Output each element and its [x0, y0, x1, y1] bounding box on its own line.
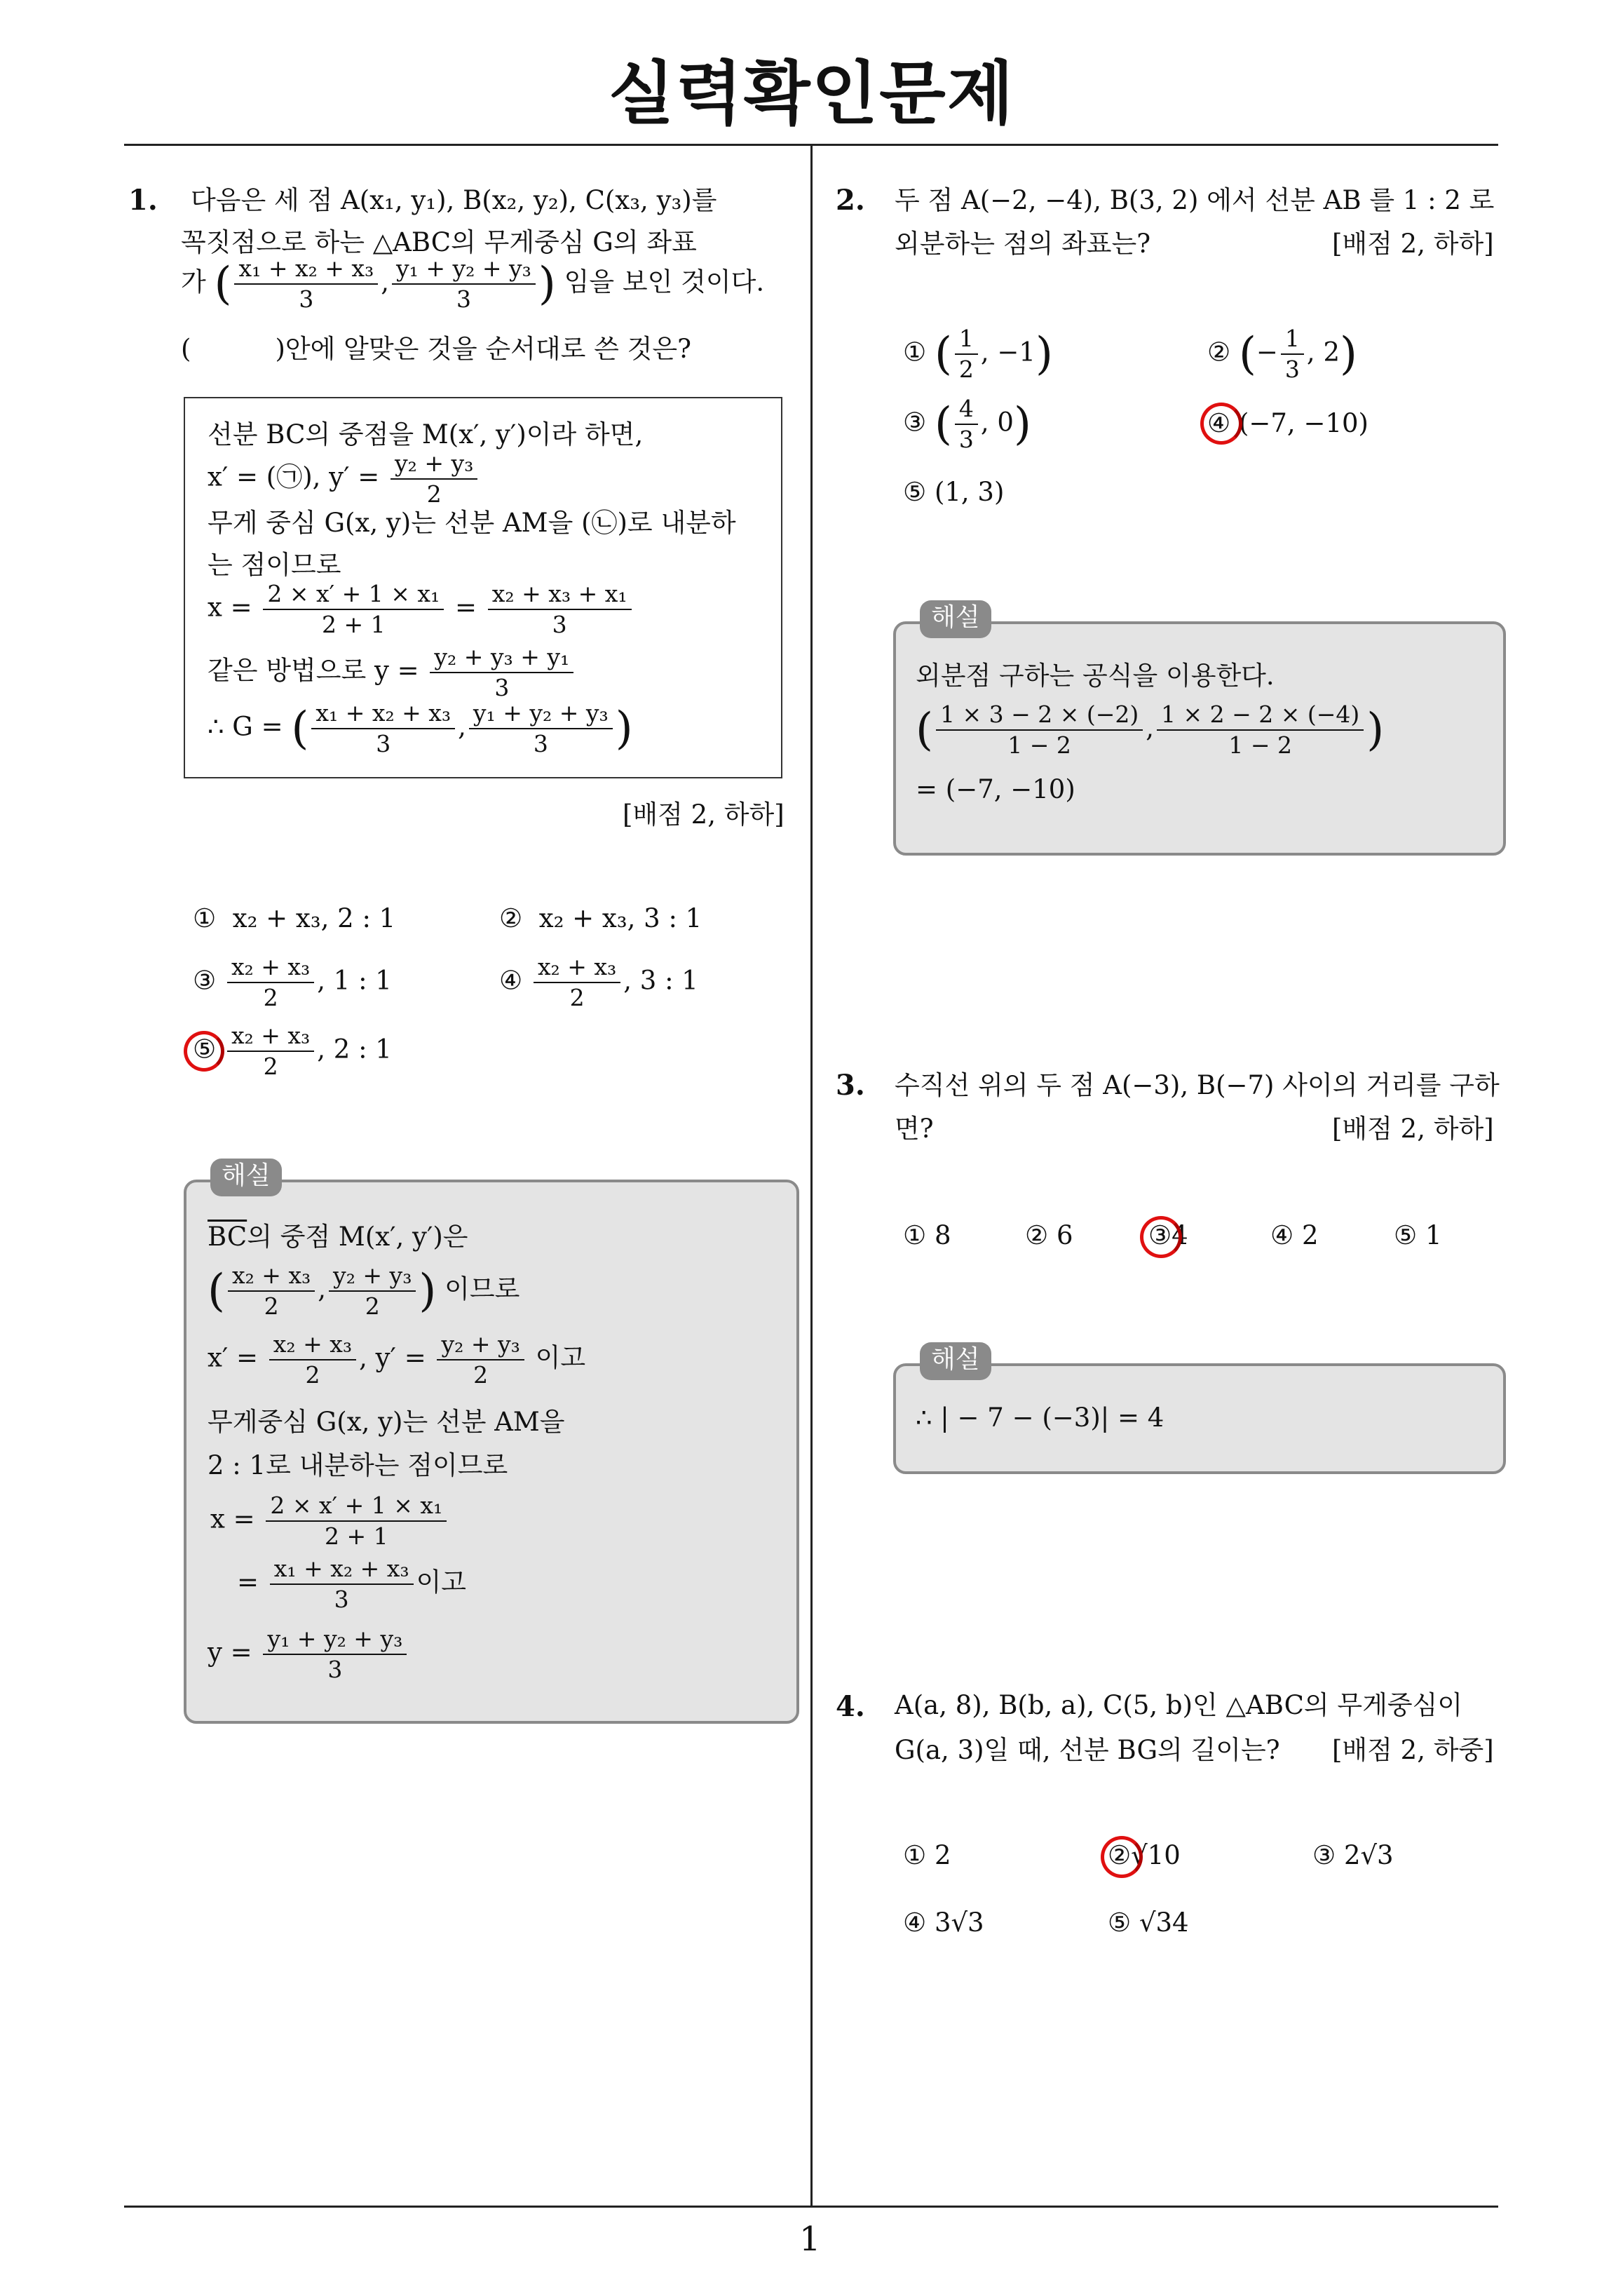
numerator: x₂ + x₃	[534, 952, 620, 983]
proof-line	[208, 579, 634, 640]
choice-text: 6	[1056, 1220, 1073, 1250]
choice-5[interactable]	[903, 474, 1004, 511]
denominator: 1 − 2	[1007, 731, 1071, 759]
denominator: 1 − 2	[1228, 731, 1292, 759]
stem-text: 가	[181, 266, 206, 297]
choice-2[interactable]	[1025, 1217, 1073, 1254]
paren-open: (	[1238, 328, 1256, 380]
choice-mark: ⑤	[1108, 1907, 1132, 1938]
paren-close: )	[538, 258, 556, 310]
solution-line	[208, 1330, 585, 1390]
proof-line	[208, 642, 576, 703]
choice-text: , 3 : 1	[623, 965, 698, 996]
score-label: [배점 2, 하하]	[1332, 1114, 1494, 1144]
choice-4[interactable]	[1270, 1217, 1318, 1254]
stem-text: )안에 알맞은 것을 순서대로 쓴 것은?	[275, 334, 691, 364]
numerator: x₂ + x₃	[228, 1261, 315, 1292]
choice-text: , 2	[1306, 337, 1340, 367]
numerator: 1	[1281, 324, 1304, 355]
choice-2[interactable]	[1207, 324, 1357, 384]
choice-mark: ②	[1025, 1220, 1049, 1250]
paren-open: (	[934, 328, 952, 380]
solution-text: 이므로	[444, 1274, 520, 1304]
paren-close: )	[615, 703, 633, 755]
solution-line: ( $\frac{1 \times 3 - 2 \times (-2)}{1 - 2}$ , $\frac{1 \times 2 - 2 \times (-4)}{1 - 2}$ )	[916, 701, 1385, 759]
column-divider	[810, 144, 813, 2206]
numerator: x₂ + x₃	[269, 1330, 356, 1360]
numerator: x₂ + x₃	[227, 1021, 314, 1052]
choice-text: , 2 : 1	[317, 1034, 392, 1065]
proof-line: 선분 BC의 중점을 M(x′, y′)이라 하면,	[208, 419, 644, 450]
choice-text: x₂ + x₃, 2 : 1	[232, 903, 396, 933]
question-number: 1.	[128, 184, 158, 217]
solution-text: x′ =	[208, 1342, 259, 1373]
choice-mark: ③	[1148, 1220, 1172, 1250]
question-stem: 수직선 위의 두 점 A(−3), B(−7) 사이의 거리를 구하	[895, 1070, 1500, 1100]
footer-rule	[124, 2206, 1498, 2208]
solution-text: y =	[208, 1637, 252, 1668]
choice-text: 2	[1301, 1220, 1319, 1250]
fraction	[534, 952, 620, 1013]
proof-text: x′ = (㉠), y′ =	[208, 461, 380, 492]
score-label: [배점 2, 하하]	[1332, 229, 1494, 259]
fraction	[234, 254, 378, 314]
choice-mark: ③	[903, 407, 927, 438]
choice-mark: ⑤	[193, 1034, 217, 1065]
solution-line	[210, 1491, 449, 1551]
choice-mark: ④	[903, 1907, 927, 1938]
choice-mark: ①	[193, 903, 217, 933]
paren-open: (	[214, 258, 232, 310]
fraction	[269, 1330, 356, 1390]
choice-1[interactable]	[903, 1837, 951, 1874]
question-number: 2.	[836, 184, 865, 217]
numerator: x₁ + x₂ + x₃	[234, 254, 378, 285]
choice-mark: ①	[903, 1220, 927, 1250]
fraction	[263, 1624, 407, 1684]
choice-text: 8	[934, 1220, 951, 1250]
score-label: [배점 2, 하중]	[1332, 1735, 1494, 1765]
choice-mark: ⑤	[903, 477, 927, 507]
solution-text: 이고	[416, 1567, 467, 1598]
solution-line: = (−7, −10)	[916, 774, 1075, 804]
fraction	[936, 700, 1143, 760]
choice-1[interactable]	[903, 324, 1053, 384]
solution-tab: 해설	[920, 1342, 991, 1380]
choice-text: , 0	[980, 407, 1014, 438]
choice-1[interactable]	[193, 900, 395, 937]
denominator: 2	[263, 1053, 278, 1080]
choice-5[interactable]	[1394, 1217, 1441, 1254]
choice-2[interactable]	[499, 900, 702, 937]
answer-circle-mark	[1200, 403, 1242, 445]
choice-mark: ②	[1108, 1840, 1132, 1870]
numerator: x₂ + x₃ + x₁	[488, 579, 632, 610]
choice-text: (1, 3)	[934, 477, 1005, 507]
choice-text: √10	[1131, 1840, 1181, 1870]
numerator: x₂ + x₃	[227, 952, 314, 983]
numerator: y₂ + y₃	[437, 1330, 524, 1360]
denominator: 2 + 1	[322, 611, 386, 638]
choice-text: , −1	[980, 337, 1035, 367]
denominator: 3	[533, 730, 548, 757]
question-stem: 외분하는 점의 좌표는?	[895, 229, 1151, 259]
proof-text: x =	[208, 592, 252, 623]
denominator: 3	[1284, 356, 1300, 383]
denominator: 2	[365, 1292, 380, 1320]
denominator: 2	[264, 1292, 279, 1320]
denominator: 2	[958, 356, 974, 383]
choice-text: 2	[934, 1840, 951, 1870]
fraction	[955, 394, 978, 454]
proof-text: ∴ G =	[208, 711, 283, 742]
choice-mark: ①	[903, 337, 927, 367]
proof-text: 같은 방법으로 y =	[208, 655, 419, 686]
page-number: 1	[799, 2220, 821, 2259]
choice-mark: ④	[499, 965, 523, 996]
solution-line: 무게중심 G(x, y)는 선분 AM을	[208, 1407, 565, 1437]
overline-segment: $\overline{BC}$	[208, 1222, 247, 1252]
solution-text: x =	[210, 1504, 255, 1534]
proof-line: 무게 중심 G(x, y)는 선분 AM을 (㉡)로 내분하	[208, 508, 736, 538]
proof-line	[208, 449, 480, 509]
page-title: 실력확인문제	[608, 54, 1015, 134]
choice-text: , 1 : 1	[317, 965, 392, 996]
fraction	[430, 642, 573, 703]
choice-text: 3√3	[934, 1907, 984, 1938]
denominator: 3	[376, 730, 391, 757]
answer-circle-mark	[184, 1031, 224, 1072]
choice-mark: ③	[1312, 1840, 1336, 1870]
fraction	[270, 1554, 414, 1614]
choice-mark: ④	[1207, 408, 1231, 438]
choice-mark: ①	[903, 1840, 927, 1870]
solution-line: 2 : 1로 내분하는 점이므로	[208, 1450, 508, 1480]
numerator: x₁ + x₂ + x₃	[270, 1554, 414, 1585]
solution-line	[208, 1219, 468, 1255]
denominator: 3	[299, 285, 314, 313]
denominator: 2	[426, 480, 442, 508]
solution-text: 의 중점 M(x′, y′)은	[247, 1222, 468, 1252]
denominator: 2	[569, 984, 585, 1011]
fraction	[266, 1491, 447, 1551]
choice-3[interactable]	[193, 952, 392, 1013]
question-number: 4.	[836, 1690, 865, 1723]
paren-open: (	[208, 1265, 225, 1317]
denominator: 3	[327, 1656, 343, 1683]
choice-text: 4	[1172, 1220, 1188, 1250]
denominator: 3	[456, 285, 471, 313]
choice-mark: ⑤	[1394, 1220, 1418, 1250]
numerator: 2 × x′ + 1 × x₁	[266, 1491, 447, 1522]
paren-close: )	[1366, 704, 1385, 756]
proof-text: =	[455, 592, 477, 623]
choice-4[interactable]	[499, 952, 698, 1013]
fraction	[227, 952, 314, 1013]
stem-text: (	[181, 334, 191, 364]
fraction	[955, 324, 978, 384]
choice-text: 1	[1425, 1220, 1442, 1250]
choice-mark: ③	[193, 965, 217, 996]
numerator: 1 × 3 − 2 × (−2)	[936, 700, 1143, 731]
solution-tab: 해설	[210, 1159, 282, 1196]
paren-close: )	[1340, 328, 1357, 380]
denominator: 2	[263, 984, 278, 1011]
choice-3[interactable]	[1312, 1837, 1394, 1874]
paren-close: )	[419, 1265, 437, 1317]
choice-mark: ②	[1207, 337, 1231, 367]
question-stem: 두 점 A(−2, −4), B(3, 2) 에서 선분 AB 를 1 : 2 로	[895, 185, 1495, 215]
paren-close: )	[1035, 328, 1053, 380]
solution-text: =	[237, 1567, 259, 1598]
numerator: 1	[955, 324, 978, 355]
choice-text: √34	[1139, 1907, 1189, 1938]
solution-line	[237, 1554, 466, 1614]
fraction	[392, 254, 536, 314]
fraction	[488, 579, 632, 640]
numerator: y₁ + y₂ + y₃	[263, 1624, 407, 1655]
solution-line: ( $\frac{\text{x₂ + x₃}}{2}$ , $\frac{\text{y₂ + y₃}}{2}$ ) 이므로	[208, 1262, 520, 1320]
question-stem: 꼭짓점으로 하는 △ABC의 무게중심 G의 좌표	[181, 227, 697, 257]
choice-1[interactable]	[903, 1217, 951, 1254]
question-stem: 면?	[895, 1114, 934, 1144]
fraction	[391, 449, 477, 509]
denominator: 3	[552, 611, 567, 638]
fraction	[469, 698, 613, 759]
denominator: 3	[334, 1586, 349, 1613]
fraction	[311, 698, 455, 759]
solution-text: , y′ =	[359, 1342, 426, 1373]
numerator: y₂ + y₃	[391, 449, 477, 480]
numerator: 2 × x′ + 1 × x₁	[263, 579, 444, 610]
solution-line	[208, 1624, 409, 1684]
denominator: 2 + 1	[325, 1522, 388, 1550]
choice-text: (−7, −10)	[1238, 408, 1369, 438]
answer-circle-mark	[1101, 1836, 1143, 1878]
question-stem: 다음은 세 점 A(x₁, y₁), B(x₂, y₂), C(x₃, y₃)를	[191, 185, 717, 215]
choice-5[interactable]	[1108, 1905, 1189, 1941]
question-stem: G(a, 3)일 때, 선분 BG의 길이는?	[895, 1735, 1280, 1765]
fraction	[329, 1261, 416, 1321]
fraction	[228, 1261, 315, 1321]
solution-text: 이고	[535, 1342, 586, 1373]
paren-open: (	[934, 398, 952, 450]
question-number: 3.	[836, 1069, 865, 1102]
fraction	[1157, 700, 1364, 760]
denominator: 2	[305, 1361, 320, 1389]
paren-open: (	[291, 703, 309, 755]
choice-text: 2√3	[1343, 1840, 1394, 1870]
choice-4[interactable]	[903, 1905, 984, 1941]
choice-3[interactable]	[903, 394, 1031, 454]
numerator: y₁ + y₂ + y₃	[392, 254, 536, 285]
proof-line: ∴ G = ( $\frac{\text{x₁ + x₂ + x₃}}{3}$ , $\frac{\text{y₁ + y₂ + y₃}}{3}$ )	[208, 699, 633, 757]
choice-mark: ④	[1270, 1220, 1294, 1250]
numerator: 1 × 2 − 2 × (−4)	[1157, 700, 1364, 731]
numerator: y₂ + y₃ + y₁	[430, 642, 573, 673]
fraction	[263, 579, 444, 640]
numerator: y₂ + y₃	[329, 1261, 416, 1292]
stem-text: 임을 보인 것이다.	[564, 266, 765, 297]
numerator: 4	[955, 394, 978, 425]
choice-text: x₂ + x₃, 3 : 1	[538, 903, 702, 933]
score-label: [배점 2, 하하]	[623, 799, 785, 830]
question-stem: A(a, 8), B(b, a), C(5, b)인 △ABC의 무게중심이	[895, 1690, 1463, 1720]
denominator: 3	[494, 674, 510, 701]
choice-mark: ②	[499, 903, 523, 933]
paren-open: (	[916, 704, 933, 756]
solution-line: ∴ | − 7 − (−3)| = 4	[916, 1403, 1164, 1433]
fraction	[437, 1330, 524, 1390]
denominator: 2	[473, 1361, 489, 1389]
solution-line: 외분점 구하는 공식을 이용한다.	[916, 661, 1275, 691]
numerator: y₁ + y₂ + y₃	[469, 698, 613, 729]
solution-tab: 해설	[920, 600, 991, 638]
fraction	[227, 1021, 314, 1081]
numerator: x₁ + x₂ + x₃	[311, 698, 455, 729]
question-stem	[181, 331, 691, 367]
proof-line: 는 점이므로	[208, 550, 341, 580]
paren-close: )	[1013, 398, 1031, 450]
answer-circle-mark	[1140, 1216, 1182, 1258]
question-stem: 가 ( $\frac{\text{x₁ + x₂ + x₃}}{3}$ , $\frac{\text{y₁ + y₂ + y₃}}{3}$ ) 임을 보인 것이다.	[181, 255, 765, 313]
choice-text: −	[1256, 337, 1278, 367]
denominator: 3	[958, 426, 974, 453]
fraction	[1281, 324, 1304, 384]
